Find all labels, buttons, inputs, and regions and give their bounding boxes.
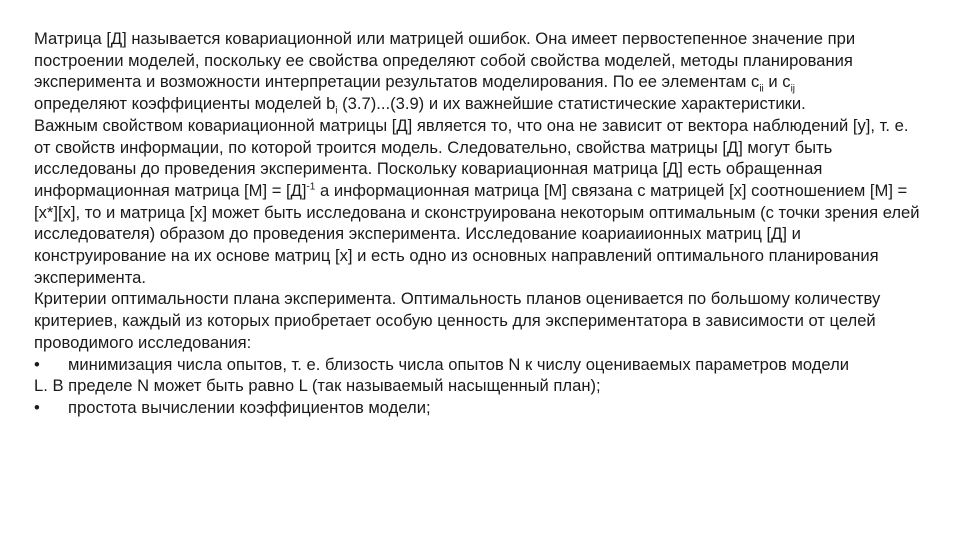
paragraph2-text: а информационная матрица [М] связана с матрицей [x] соотношением [М] = [x*][x], то и матрица [x] может быть исследована и сконструирована некоторым оптимальным (с точки зрения елей исследователя) образом до проведения эксперимента. Исследование коариаиионных матриц [Д] и конструирование на их основе матриц [x] и есть одно из основных направлений оптимального планирования эксперимента.	[34, 180, 920, 287]
paragraph-matrix-property	[34, 115, 926, 289]
bullet-item	[34, 354, 926, 376]
paragraph-covariance-matrix	[34, 28, 926, 115]
bullet-text: минимизация числа опытов, т. е. близость числа опытов N к числу оцениваемых параметров модели	[68, 354, 850, 374]
subscript-i: i	[335, 105, 338, 117]
superscript-minus-one: -1	[306, 181, 316, 193]
paragraph1-text: и c	[763, 72, 791, 92]
slide-text	[34, 28, 926, 419]
bullet-text: простота вычислении коэффициентов модели;	[68, 397, 431, 417]
paragraph-optimality-criteria: Критерии оптимальности плана эксперимента. Оптимальность планов оценивается по большому количеству критериев, каждый из которых приобретает особую ценность для экспериментатора в зависимости от целей проводимого исследования:	[34, 289, 881, 352]
bullet-item	[34, 397, 926, 419]
subscript-ij: ij	[790, 83, 796, 95]
paragraph2-text: Важным свойством ковариационной матрицы [Д] является то, что она не зависит от вектора наблюдений [y], т. е. от свойств информации, по которой троится модель. Следовательно, свойства матрицы [Д] могут быть исследованы до проведения эксперимента. Поскольку ковариационная матрица [Д] есть обращенная информационная матрица [М] = [Д]	[34, 115, 909, 200]
bullet-mark: •	[34, 354, 40, 374]
paragraph1-text: (3.7)...(3.9) и их важнейшие статистические характеристики.	[337, 94, 806, 114]
subscript-ii: ii	[759, 83, 764, 95]
paragraph1-text: определяют коэффициенты моделей b	[34, 94, 336, 114]
bullet-continuation: L. В пределе N может быть равно L (так называемый насыщенный план);	[34, 376, 601, 396]
bullet-mark: •	[34, 397, 40, 417]
paragraph1-text: Матрица [Д] называется ковариационной или матрицей ошибок. Она имеет первостепенное значение при построении моделей, поскольку ее свойства определяют собой свойства моделей, методы планирования эксперимента и возможности интерпретации результатов моделирования. По ее элементам c	[34, 29, 856, 92]
